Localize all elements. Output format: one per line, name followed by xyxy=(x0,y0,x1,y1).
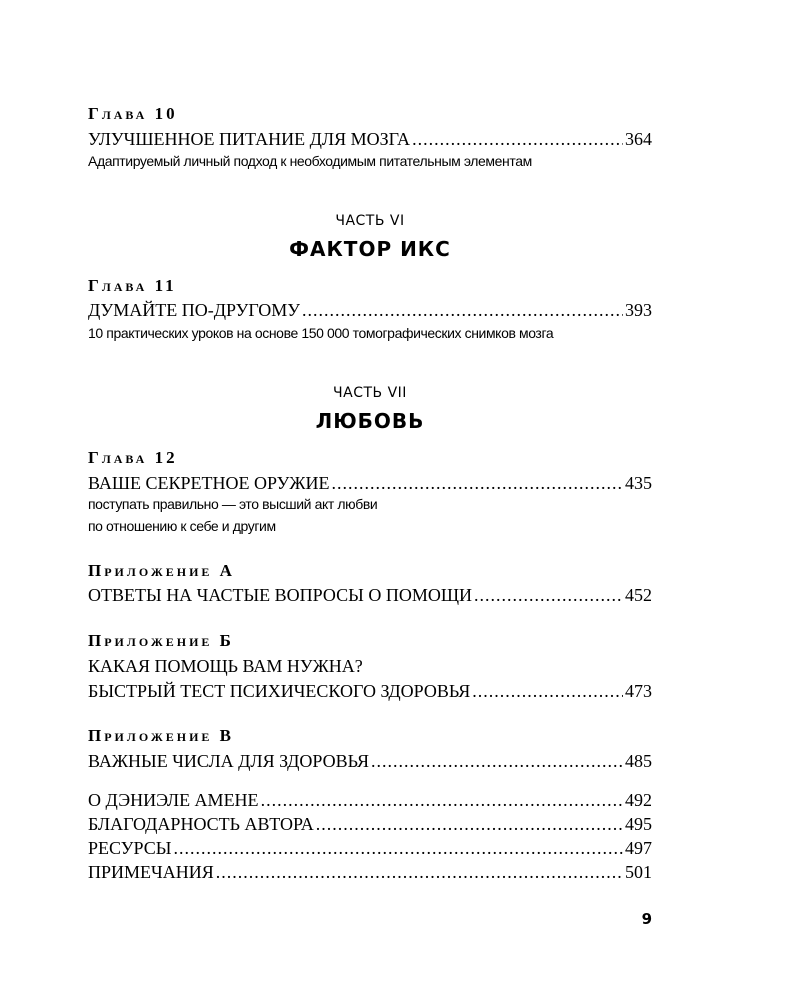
backmatter-title: РЕСУРСЫ xyxy=(88,838,172,858)
appendix-b-title-line2: БЫСТРЫЙ ТЕСТ ПСИХИЧЕСКОГО ЗДОРОВЬЯ xyxy=(88,681,471,701)
appendix-a-entry[interactable] xyxy=(88,584,652,606)
backmatter-entry-about-author[interactable] xyxy=(88,789,652,811)
dot-leader xyxy=(331,472,623,494)
backmatter-title: БЛАГОДАРНОСТЬ АВТОРА xyxy=(88,814,314,834)
page-number: 9 xyxy=(641,910,652,928)
backmatter-page: 492 xyxy=(625,790,652,810)
part-6-label: ЧАСТЬ VI xyxy=(335,213,405,229)
chapter-11-subtitle: 10 практических уроков на основе 150 000 томографических снимков мозга xyxy=(88,325,554,341)
chapter-12-label: Глава 12 xyxy=(88,448,178,467)
chapter-10-entry[interactable] xyxy=(88,128,652,150)
backmatter-page: 501 xyxy=(625,862,652,882)
appendix-a-page: 452 xyxy=(625,585,652,605)
chapter-10-subtitle: Адаптируемый личный подход к необходимым питательным элементам xyxy=(88,153,532,169)
part-6-title: ФАКТОР ИКС xyxy=(289,237,451,261)
chapter-12-subtitle-line1: поступать правильно — это высший акт любви xyxy=(88,496,378,512)
chapter-12-entry[interactable] xyxy=(88,472,652,494)
backmatter-entry-notes[interactable] xyxy=(88,861,652,883)
dot-leader xyxy=(302,299,623,321)
appendix-b-title-line1: КАКАЯ ПОМОЩЬ ВАМ НУЖНА? xyxy=(88,656,363,676)
chapter-11-page: 393 xyxy=(625,300,652,320)
dot-leader xyxy=(216,861,623,883)
backmatter-page: 497 xyxy=(625,838,652,858)
chapter-12-subtitle-line2: по отношению к себе и другим xyxy=(88,518,276,534)
appendix-a-title: ОТВЕТЫ НА ЧАСТЫЕ ВОПРОСЫ О ПОМОЩИ xyxy=(88,585,472,605)
dot-leader xyxy=(173,837,623,859)
appendix-b-label: Приложение Б xyxy=(88,631,234,650)
appendix-c-page: 485 xyxy=(625,751,652,771)
backmatter-title: О ДЭНИЭЛЕ АМЕНЕ xyxy=(88,790,259,810)
appendix-b-page: 473 xyxy=(625,681,652,701)
chapter-12-page: 435 xyxy=(625,473,652,493)
appendix-b-entry[interactable] xyxy=(88,680,652,702)
dot-leader xyxy=(316,813,623,835)
part-7-label: ЧАСТЬ VII xyxy=(333,385,407,401)
backmatter-title: ПРИМЕЧАНИЯ xyxy=(88,862,214,882)
appendix-c-entry[interactable] xyxy=(88,750,652,772)
backmatter-entry-resources[interactable] xyxy=(88,837,652,859)
appendix-c-title: ВАЖНЫЕ ЧИСЛА ДЛЯ ЗДОРОВЬЯ xyxy=(88,751,369,771)
backmatter-entry-acknowledgements[interactable] xyxy=(88,813,652,835)
dot-leader xyxy=(261,789,623,811)
appendix-a-label: Приложение А xyxy=(88,561,235,580)
chapter-11-title: ДУМАЙТЕ ПО-ДРУГОМУ xyxy=(88,300,301,320)
chapter-11-entry[interactable] xyxy=(88,299,652,321)
dot-leader xyxy=(412,128,623,150)
dot-leader xyxy=(472,680,623,702)
appendix-c-label: Приложение В xyxy=(88,726,234,745)
chapter-10-title: УЛУЧШЕННОЕ ПИТАНИЕ ДЛЯ МОЗГА xyxy=(88,129,411,149)
dot-leader xyxy=(371,750,623,772)
part-7-title: ЛЮБОВЬ xyxy=(315,409,425,433)
chapter-10-page: 364 xyxy=(625,129,652,149)
chapter-11-label: Глава 11 xyxy=(88,276,177,295)
chapter-10-label: Глава 10 xyxy=(88,104,178,123)
backmatter-page: 495 xyxy=(625,814,652,834)
dot-leader xyxy=(474,584,623,606)
chapter-12-title: ВАШЕ СЕКРЕТНОЕ ОРУЖИЕ xyxy=(88,473,330,493)
